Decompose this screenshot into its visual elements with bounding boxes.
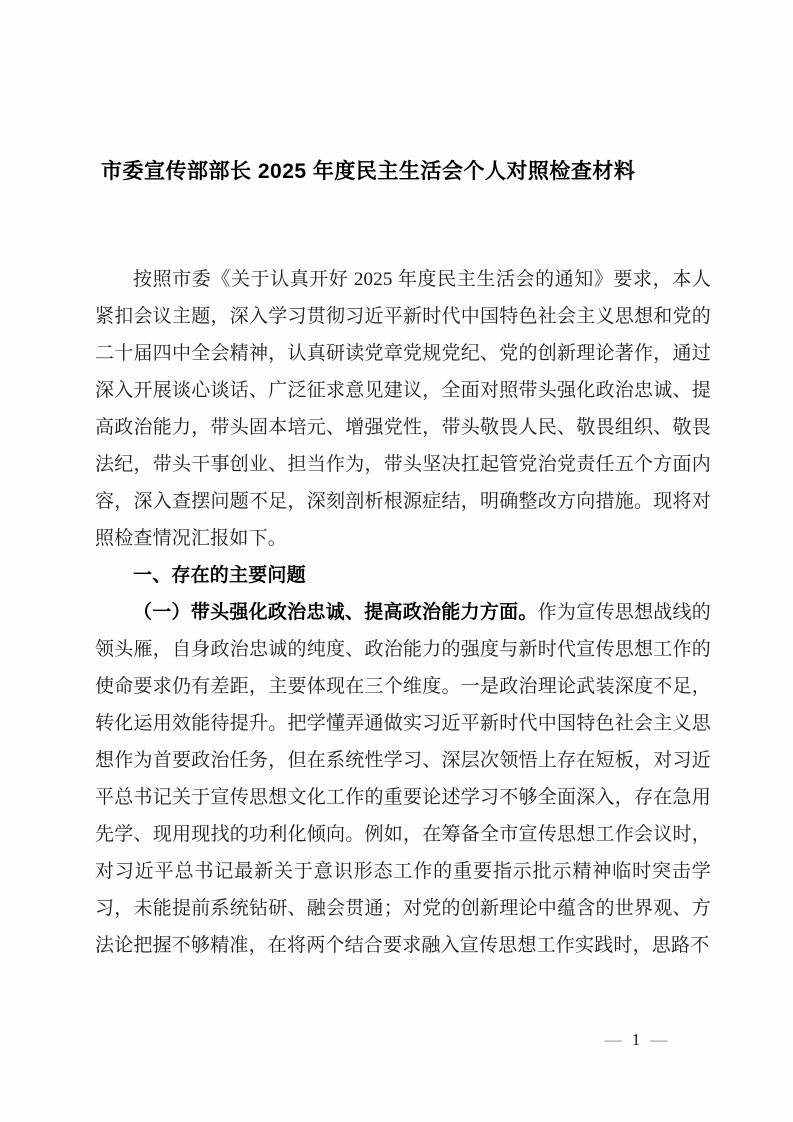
document-title: 市委宣传部部长 2025 年度民主生活会个人对照检查材料 bbox=[101, 160, 636, 183]
page-number bbox=[596, 1029, 676, 1051]
subsection-paragraph bbox=[95, 594, 711, 964]
page-number-value: 1 bbox=[631, 1030, 641, 1049]
intro-paragraph: 按照市委《关于认真开好 2025 年度民主生活会的通知》要求，本人紧扣会议主题，深入学习贯彻习近平新时代中国特色社会主义思想和党的二十届四中全会精神，认真研读党章党规党纪、党的创新理论著作，通过深入开展谈心谈话、广泛征求意见建议，全面对照带头强化政治忠诚、提高政治能力，带头固本培元、增强党性，带头敬畏人民、敬畏组织、敬畏法纪，带头干事创业、担当作为，带头坚决扛起管党治党责任五个方面内容，深入查摆问题不足，深刻剖析根源症结，明确整改方向措施。现将对照检查情况汇报如下。 bbox=[95, 269, 711, 549]
subsection-lead-in: （一）带头强化政治忠诚、提高政治能力方面。 bbox=[133, 602, 538, 623]
document-body bbox=[95, 261, 711, 964]
section-heading-main-problems: 一、存在的主要问题 bbox=[133, 565, 306, 586]
subsection-body-text: 作为宣传思想战线的领头雁，自身政治忠诚的纯度、政治能力的强度与新时代宣传思想工作的使命要求仍有差距，主要体现在三个维度。一是政治理论武装深度不足，转化运用效能待提升。把学懂弄通做实习近平新时代中国特色社会主义思想作为首要政治任务，但在系统性学习、深层次领悟上存在短板，对习近平总书记关于宣传思想文化工作的重要论述学习不够全面深入，存在急用先学、现用现找的功利化倾向。例如，在筹备全市宣传思想工作会议时，对习近平总书记最新关于意识形态工作的重要指示批示精神临时突击学习，未能提前系统钻研、融会贯通；对党的创新理论中蕴含的世界观、方法论把握不够精准，在将两个结合要求融入宣传思想工作实践时，思路不 bbox=[95, 602, 711, 956]
page-number-right-dash: — bbox=[650, 1030, 668, 1049]
page-number-left-dash: — bbox=[604, 1030, 622, 1049]
